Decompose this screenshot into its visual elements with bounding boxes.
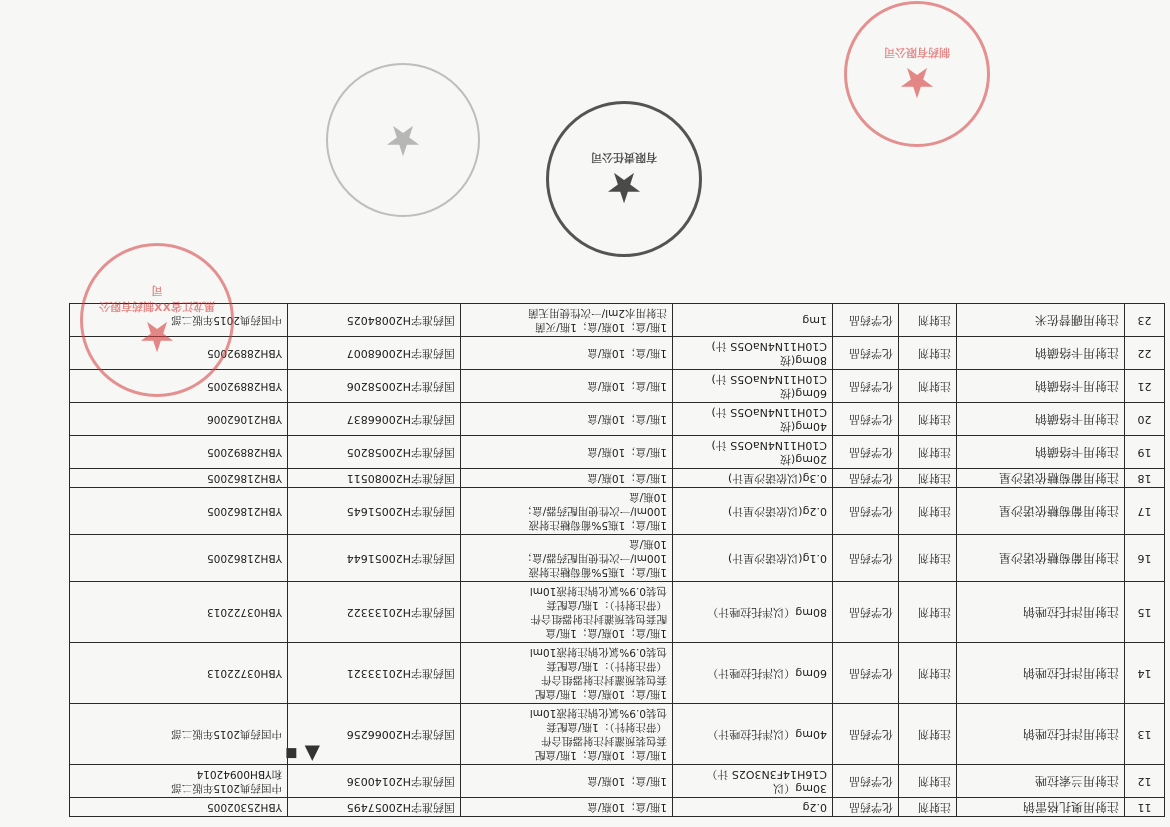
approval-number-cell: 国药准字H20051644 (288, 535, 461, 582)
approval-number-cell: 国药准字H20051645 (288, 488, 461, 535)
packaging-cell: 1瓶/盒；10瓶/盒 (461, 403, 673, 436)
quality-standard-cell: YBH28892005 (70, 436, 288, 469)
drug-name-cell: 注射用葡萄糖依诺沙星 (957, 469, 1125, 488)
drug-category-cell: 化学药品 (833, 535, 899, 582)
quality-standard-cell: YBH28892005 (70, 370, 288, 403)
dosage-form-cell: 注射剂 (899, 488, 957, 535)
company-seal-red-top: ★ 制药有限公司 (844, 1, 990, 147)
drug-category-cell: 化学药品 (833, 582, 899, 643)
packaging-cell: 1瓶/盒；10瓶/盒 (461, 370, 673, 403)
company-seal-red: ★ 黑龙江省XX制药有限公司 (80, 243, 234, 397)
specification-cell: 0.2g (673, 798, 833, 817)
table-row (70, 403, 1165, 436)
star-icon: ★ (898, 58, 936, 107)
quality-standard-cell: 中国药典2015年版二部 (70, 704, 288, 765)
dosage-form-cell: 注射剂 (899, 403, 957, 436)
company-seal-faint (326, 63, 480, 217)
table-row (70, 304, 1165, 337)
drug-name-cell: 注射用泮托拉唑钠 (957, 582, 1125, 643)
drug-category-cell: 化学药品 (833, 643, 899, 704)
approval-number-cell: 国药准字H20068007 (288, 337, 461, 370)
approval-number-cell: 国药准字H20066837 (288, 403, 461, 436)
packaging-cell: 1瓶/盒；1瓶5%葡萄糖注射液 100ml/一次性使用配药器/盒； 10瓶/盒 (461, 488, 673, 535)
packaging-cell: 1瓶/盒；1瓶5%葡萄糖注射液 100ml/一次性使用配药器/盒； 10瓶/盒 (461, 535, 673, 582)
packaging-cell: 1瓶/盒；10瓶/盒 (461, 337, 673, 370)
packaging-cell: 1瓶/盒；10瓶/盒 (461, 436, 673, 469)
drug-approval-table (69, 303, 1165, 817)
drug-name-cell: 注射用葡萄糖依诺沙星 (957, 535, 1125, 582)
dosage-form-cell: 注射剂 (899, 798, 957, 817)
drug-name-cell: 注射用兰索拉唑 (957, 765, 1125, 798)
table-body (70, 304, 1165, 817)
quality-standard-cell: 中国药典2015年版二部 (70, 304, 288, 337)
row-number-cell: 19 (1125, 436, 1165, 469)
table-row (70, 370, 1165, 403)
quality-standard-cell: YBH21062006 (70, 403, 288, 436)
approval-number-cell: 国药准字H20058205 (288, 436, 461, 469)
star-icon: ★ (384, 116, 422, 165)
approval-number-cell: 国药准字H20084025 (288, 304, 461, 337)
approval-number-cell: 国药准字H20080511 (288, 469, 461, 488)
drug-category-cell: 化学药品 (833, 337, 899, 370)
packaging-cell: 1瓶/盒；10瓶/盒 (461, 765, 673, 798)
approval-number-cell: 国药准字H20133321 (288, 643, 461, 704)
row-number-cell: 18 (1125, 469, 1165, 488)
specification-cell: 30mg（以 C16H14F3N3O2S 计） (673, 765, 833, 798)
drug-category-cell: 化学药品 (833, 469, 899, 488)
drug-category-cell: 化学药品 (833, 488, 899, 535)
specification-cell: 60mg(按 C10H11N4NaO5S 计) (673, 370, 833, 403)
packaging-cell: 1瓶/盒；10瓶/盒 (461, 469, 673, 488)
drug-name-cell: 注射用卡络磺钠 (957, 370, 1125, 403)
specification-cell: 40mg(按 C10H11N4NaO5S 计) (673, 403, 833, 436)
quality-standard-cell: YBH03722013 (70, 643, 288, 704)
row-number-cell: 13 (1125, 704, 1165, 765)
quality-standard-cell: YBH21862005 (70, 535, 288, 582)
star-icon: ★ (605, 163, 643, 212)
quality-standard-cell: YBH03722013 (70, 582, 288, 643)
drug-name-cell: 注射用卡络磺钠 (957, 337, 1125, 370)
quality-standard-cell: YBH21862005 (70, 469, 288, 488)
row-number-cell: 12 (1125, 765, 1165, 798)
drug-name-cell: 注射用硼替佐米 (957, 304, 1125, 337)
table-row (70, 582, 1165, 643)
quality-standard-cell: YBH21862005 (70, 488, 288, 535)
row-number-cell: 16 (1125, 535, 1165, 582)
dosage-form-cell: 注射剂 (899, 765, 957, 798)
specification-cell: 80mg(按 C10H11N4NaO5S 计) (673, 337, 833, 370)
packaging-cell: 1瓶/盒；10瓶/盒；1瓶/盒配 套包装预灌封注射器组合件 （带注射针）：1瓶/盒配套 包装0.9%氯化钠注射液10ml (461, 704, 673, 765)
dosage-form-cell: 注射剂 (899, 337, 957, 370)
specification-cell: 0.3g(以依诺沙星计) (673, 469, 833, 488)
row-number-cell: 14 (1125, 643, 1165, 704)
row-number-cell: 11 (1125, 798, 1165, 817)
dosage-form-cell: 注射剂 (899, 643, 957, 704)
dosage-form-cell: 注射剂 (899, 304, 957, 337)
table-row (70, 704, 1165, 765)
table-row (70, 643, 1165, 704)
row-number-cell: 23 (1125, 304, 1165, 337)
packaging-cell: 1瓶/盒；10瓶/盒 (461, 798, 673, 817)
table-row (70, 798, 1165, 817)
specification-cell: 40mg（以泮托拉唑计） (673, 704, 833, 765)
drug-category-cell: 化学药品 (833, 704, 899, 765)
dosage-form-cell: 注射剂 (899, 535, 957, 582)
specification-cell: 1mg (673, 304, 833, 337)
drug-category-cell: 化学药品 (833, 765, 899, 798)
dosage-form-cell: 注射剂 (899, 704, 957, 765)
drug-name-cell: 注射用奥扎格雷钠 (957, 798, 1125, 817)
drug-category-cell: 化学药品 (833, 370, 899, 403)
drug-category-cell: 化学药品 (833, 304, 899, 337)
approval-number-cell: 国药准字H20057495 (288, 798, 461, 817)
drug-category-cell: 化学药品 (833, 436, 899, 469)
specification-cell: 20mg(按 C10H11N4NaO5S 计) (673, 436, 833, 469)
row-number-cell: 15 (1125, 582, 1165, 643)
table-row (70, 488, 1165, 535)
approval-number-cell: 国药准字H20066256 (288, 704, 461, 765)
drug-category-cell: 化学药品 (833, 403, 899, 436)
drug-name-cell: 注射用泮托拉唑钠 (957, 704, 1125, 765)
packaging-cell: 1瓶/盒；10瓶/盒；1瓶/盒配 套包装预灌封注射器组合件 （带注射针）：1瓶/盒配套 包装0.9%氯化钠注射液10ml (461, 643, 673, 704)
table-row (70, 337, 1165, 370)
star-icon: ★ (138, 312, 176, 361)
drug-name-cell: 注射用卡络磺钠 (957, 403, 1125, 436)
table-row (70, 535, 1165, 582)
packaging-cell: 1瓶/盒；10瓶/盒；1瓶/盒 配套包装预灌封注射器组合件 （带注射针）：1瓶/盒配套 包装0.9%氯化钠注射液10ml (461, 582, 673, 643)
company-seal-dark: ★ 有限责任公司 (546, 101, 702, 257)
row-number-cell: 21 (1125, 370, 1165, 403)
dosage-form-cell: 注射剂 (899, 582, 957, 643)
row-number-cell: 17 (1125, 488, 1165, 535)
dosage-form-cell: 注射剂 (899, 436, 957, 469)
drug-name-cell: 注射用葡萄糖依诺沙星 (957, 488, 1125, 535)
table-row (70, 469, 1165, 488)
dosage-form-cell: 注射剂 (899, 370, 957, 403)
dosage-form-cell: 注射剂 (899, 469, 957, 488)
packaging-cell: 1瓶/盒；10瓶/盒；1瓶/灭菌 注射用水2ml/一次性使用无菌 (461, 304, 673, 337)
approval-number-cell: 国药准字H20058206 (288, 370, 461, 403)
quality-standard-cell: YBH25302005 (70, 798, 288, 817)
approval-number-cell: 国药准字H20133322 (288, 582, 461, 643)
table-row (70, 436, 1165, 469)
row-number-cell: 22 (1125, 337, 1165, 370)
drug-category-cell: 化学药品 (833, 798, 899, 817)
row-number-cell: 20 (1125, 403, 1165, 436)
drug-name-cell: 注射用卡络磺钠 (957, 436, 1125, 469)
scan-mark: ▲ ▪ (284, 743, 320, 767)
specification-cell: 0.2g(以依诺沙星计) (673, 488, 833, 535)
specification-cell: 0.1g(以依诺沙星计) (673, 535, 833, 582)
quality-standard-cell: YBH28892005 (70, 337, 288, 370)
table-row (70, 765, 1165, 798)
approval-number-cell: 国药准字H20140036 (288, 765, 461, 798)
specification-cell: 80mg（以泮托拉唑计） (673, 582, 833, 643)
drug-name-cell: 注射用泮托拉唑钠 (957, 643, 1125, 704)
specification-cell: 60mg（以泮托拉唑计） (673, 643, 833, 704)
quality-standard-cell: 中国药典2015年版二部 和YBH00942014 (70, 765, 288, 798)
